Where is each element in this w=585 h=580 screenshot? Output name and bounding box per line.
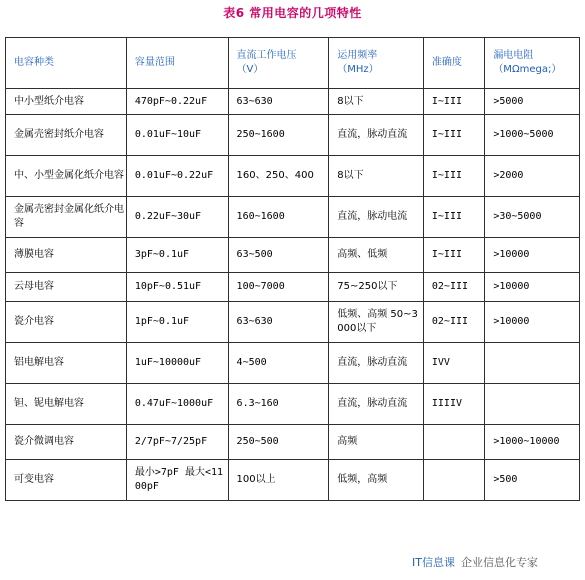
header-cell-frequency: 运用频率 （MHz） xyxy=(329,38,423,88)
cell-frequency: 低频，高频 xyxy=(329,460,423,500)
cell-accuracy: I~III xyxy=(424,89,484,114)
header-cell-capacity: 容量范围 xyxy=(127,38,228,88)
cell-type: 瓷介微调电容 xyxy=(6,425,126,459)
table-row xyxy=(6,302,579,342)
cell-frequency: 直流，脉动直流 xyxy=(329,384,423,424)
cell-type: 钽、铌电解电容 xyxy=(6,384,126,424)
cell-accuracy: IVV xyxy=(424,343,484,383)
cell-capacity: 3pF~0.1uF xyxy=(127,238,228,272)
table-row xyxy=(6,115,579,155)
cell-capacity: 1pF~0.1uF xyxy=(127,302,228,342)
cell-accuracy xyxy=(424,425,484,459)
cell-capacity: 0.47uF~1000uF xyxy=(127,384,228,424)
table-row xyxy=(6,273,579,301)
cell-voltage: 160~1600 xyxy=(229,197,329,237)
cell-voltage: 6.3~160 xyxy=(229,384,329,424)
cell-voltage: 63~630 xyxy=(229,89,329,114)
cell-type: 瓷介电容 xyxy=(6,302,126,342)
cell-type: 中小型纸介电容 xyxy=(6,89,126,114)
cell-frequency: 高频 xyxy=(329,425,423,459)
cell-accuracy: 02~III xyxy=(424,302,484,342)
cell-type: 铝电解电容 xyxy=(6,343,126,383)
cell-leakage: >1000~10000 xyxy=(485,425,579,459)
cell-frequency: 高频、低频 xyxy=(329,238,423,272)
cell-accuracy: I~III xyxy=(424,238,484,272)
table-row xyxy=(6,197,579,237)
cell-leakage xyxy=(485,343,579,383)
cell-voltage: 250~500 xyxy=(229,425,329,459)
cell-capacity: 10pF~0.51uF xyxy=(127,273,228,301)
header-cell-leakage: 漏电电阻 （MΩmega;） xyxy=(485,38,579,88)
cell-leakage: >2000 xyxy=(485,156,579,196)
cell-frequency: 直流，脉动电流 xyxy=(329,197,423,237)
cell-voltage: 160、250、400 xyxy=(229,156,329,196)
header-cell-accuracy: 准确度 xyxy=(424,38,484,88)
cell-frequency: 8以下 xyxy=(329,156,423,196)
watermark-tagline: 企业信息化专家 xyxy=(460,556,538,569)
cell-accuracy: IIIIV xyxy=(424,384,484,424)
cell-accuracy: I~III xyxy=(424,115,484,155)
cell-leakage: >10000 xyxy=(485,273,579,301)
cell-frequency: 75~250以下 xyxy=(329,273,423,301)
cell-type: 金属壳密封纸介电容 xyxy=(6,115,126,155)
cell-capacity: 0.22uF~30uF xyxy=(127,197,228,237)
cell-type: 云母电容 xyxy=(6,273,126,301)
site-watermark xyxy=(408,553,542,571)
cell-accuracy: I~III xyxy=(424,197,484,237)
cell-type: 中、小型金属化纸介电容 xyxy=(6,156,126,196)
cell-voltage: 100~7000 xyxy=(229,273,329,301)
table-row xyxy=(6,425,579,459)
cell-leakage: >500 xyxy=(485,460,579,500)
cell-capacity: 2/7pF~7/25pF xyxy=(127,425,228,459)
cell-leakage: >1000~5000 xyxy=(485,115,579,155)
cell-leakage: >5000 xyxy=(485,89,579,114)
header-cell-voltage: 直流工作电压 （V） xyxy=(229,38,329,88)
cell-type: 可变电容 xyxy=(6,460,126,500)
table-row xyxy=(6,89,579,114)
cell-accuracy: I~III xyxy=(424,156,484,196)
table-row xyxy=(6,156,579,196)
cell-frequency: 直流，脉动直流 xyxy=(329,343,423,383)
cell-leakage: >30~5000 xyxy=(485,197,579,237)
cell-capacity: 0.01uF~0.22uF xyxy=(127,156,228,196)
cell-voltage: 63~630 xyxy=(229,302,329,342)
table-row xyxy=(6,460,579,500)
cell-capacity: 1uF~10000uF xyxy=(127,343,228,383)
table-row xyxy=(6,238,579,272)
cell-type: 金属壳密封金属化纸介电容 xyxy=(6,197,126,237)
cell-leakage: >10000 xyxy=(485,238,579,272)
cell-accuracy xyxy=(424,460,484,500)
cell-type: 薄膜电容 xyxy=(6,238,126,272)
cell-capacity: 470pF~0.22uF xyxy=(127,89,228,114)
header-row xyxy=(6,38,579,88)
table-title: 表6 常用电容的几项特性 xyxy=(223,6,362,20)
cell-capacity: 0.01uF~10uF xyxy=(127,115,228,155)
cell-capacity: 最小>7pF 最大<1100pF xyxy=(127,460,228,500)
cell-frequency: 直流，脉动直流 xyxy=(329,115,423,155)
cell-accuracy: 02~III xyxy=(424,273,484,301)
cell-leakage: >10000 xyxy=(485,302,579,342)
cell-leakage xyxy=(485,384,579,424)
capacitor-properties-table xyxy=(5,37,580,501)
cell-voltage: 63~500 xyxy=(229,238,329,272)
cell-frequency: 低频、高频 50~3000以下 xyxy=(329,302,423,342)
table-row xyxy=(6,384,579,424)
header-cell-type: 电容种类 xyxy=(6,38,126,88)
cell-voltage: 100以上 xyxy=(229,460,329,500)
cell-frequency: 8以下 xyxy=(329,89,423,114)
cell-voltage: 250~1600 xyxy=(229,115,329,155)
table-row xyxy=(6,343,579,383)
watermark-brand: IT信息课 xyxy=(412,556,455,569)
cell-voltage: 4~500 xyxy=(229,343,329,383)
